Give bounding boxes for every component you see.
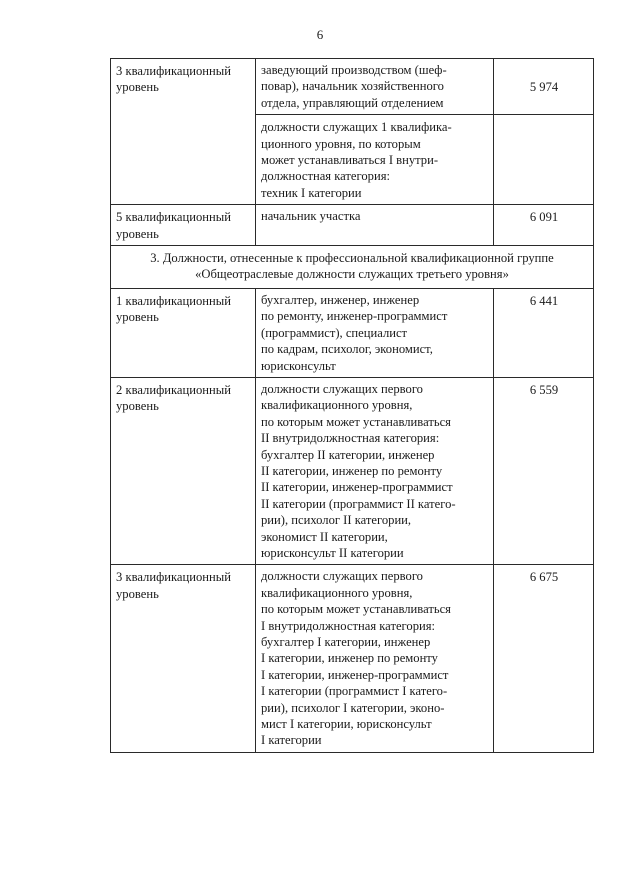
table-row xyxy=(111,205,594,246)
empty-salary-cell xyxy=(494,115,594,205)
positions-cell: должности служащих 1 квалифика- ционного уровня, по которым может устанавливаться I внутри- должностная категория: техник I категории xyxy=(256,115,494,205)
positions-cell: должности служащих первого квалификационного уровня, по которым может устанавливаться II внутридолжностная категория: бухгалтер II категории, инженер II категории, инженер по ремонту II категории, инженер-программист II категории (программист II катего- рии), психолог II категории, экономист II категории, юрисконсульт II категории xyxy=(256,377,494,564)
positions-cell: начальник участка xyxy=(256,205,494,246)
qualification-level-cell: 3 квалификационный уровень xyxy=(111,565,256,752)
positions-cell: должности служащих первого квалификационного уровня, по которым может устанавливаться I внутридолжностная категория: бухгалтер I категории, инженер I категории, инженер по ремонту I категории, инженер-программист I категории (программист I катего- рии), психолог I категории, эконо- мист I категории, юрисконсульт I категории xyxy=(256,565,494,752)
salary-cell: 6 441 xyxy=(494,288,594,377)
salary-cell: 6 091 xyxy=(494,205,594,246)
salary-cell: 6 675 xyxy=(494,565,594,752)
qualification-level-cell: 3 квалификационный уровень xyxy=(111,59,256,205)
page-number: 6 xyxy=(316,27,324,42)
section-title: 3. Должности, отнесенные к профессиональной квалификационной группе «Общеотраслевые должности служащих третьего уровня» xyxy=(111,246,594,289)
salary-cell: 5 974 xyxy=(494,59,594,115)
table-row xyxy=(111,288,594,377)
table-row xyxy=(111,565,594,752)
qualification-level-cell: 2 квалификационный уровень xyxy=(111,377,256,564)
salary-cell: 6 559 xyxy=(494,377,594,564)
positions-cell: заведующий производством (шеф- повар), начальник хозяйственного отдела, управляющий отделением xyxy=(256,59,494,115)
qualification-level-cell: 5 квалификационный уровень xyxy=(111,205,256,246)
qualification-level-cell: 1 квалификационный уровень xyxy=(111,288,256,377)
table-row xyxy=(111,377,594,564)
table-row xyxy=(111,59,594,115)
salary-table xyxy=(110,58,594,753)
positions-cell: бухгалтер, инженер, инженер по ремонту, инженер-программист (программист), специалист по кадрам, психолог, экономист, юрисконсульт xyxy=(256,288,494,377)
section-header-row xyxy=(111,246,594,289)
